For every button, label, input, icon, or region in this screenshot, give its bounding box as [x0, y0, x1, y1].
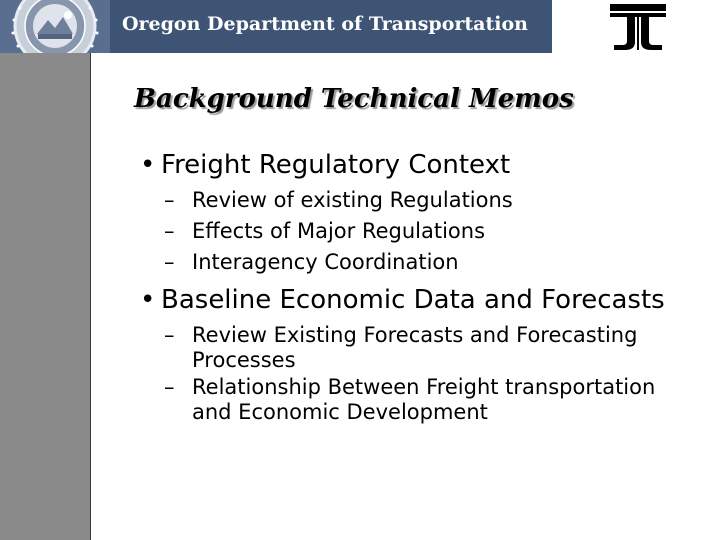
bullet-item — [140, 285, 700, 316]
sub-bullet-item — [140, 250, 700, 275]
sub-bullet-item — [140, 219, 700, 244]
bullet-item — [140, 150, 700, 181]
sub-bullet-text: Review of existing Regulations — [192, 188, 513, 212]
header-banner — [0, 0, 552, 53]
bullet-icon: • — [140, 150, 156, 180]
sub-bullet-text: Relationship Between Freight transportation and Economic Development — [192, 375, 656, 424]
sub-bullet-text: Interagency Coordination — [192, 250, 459, 274]
slide-title: Background Technical Memos — [134, 84, 574, 114]
dash-icon: – — [164, 219, 175, 243]
left-sidebar-bar — [0, 53, 91, 540]
sub-bullet-item — [140, 375, 700, 425]
banner-title: Oregon Department of Transportation — [122, 13, 528, 35]
dash-icon: – — [164, 375, 175, 399]
bullet-text: Freight Regulatory Context — [161, 150, 511, 180]
dash-icon: – — [164, 188, 175, 212]
odot-logo-icon — [610, 4, 666, 50]
sub-bullet-text: Review Existing Forecasts and Forecasting Processes — [192, 323, 638, 372]
dash-icon: – — [164, 323, 175, 347]
bullet-icon: • — [140, 285, 156, 315]
bullet-text: Baseline Economic Data and Forecasts — [161, 285, 665, 315]
bullet-list — [140, 150, 700, 425]
state-seal-icon — [0, 0, 110, 53]
dash-icon: – — [164, 250, 175, 274]
sub-bullet-text: Effects of Major Regulations — [192, 219, 486, 243]
sub-bullet-item — [140, 323, 700, 373]
sub-bullet-item — [140, 188, 700, 213]
